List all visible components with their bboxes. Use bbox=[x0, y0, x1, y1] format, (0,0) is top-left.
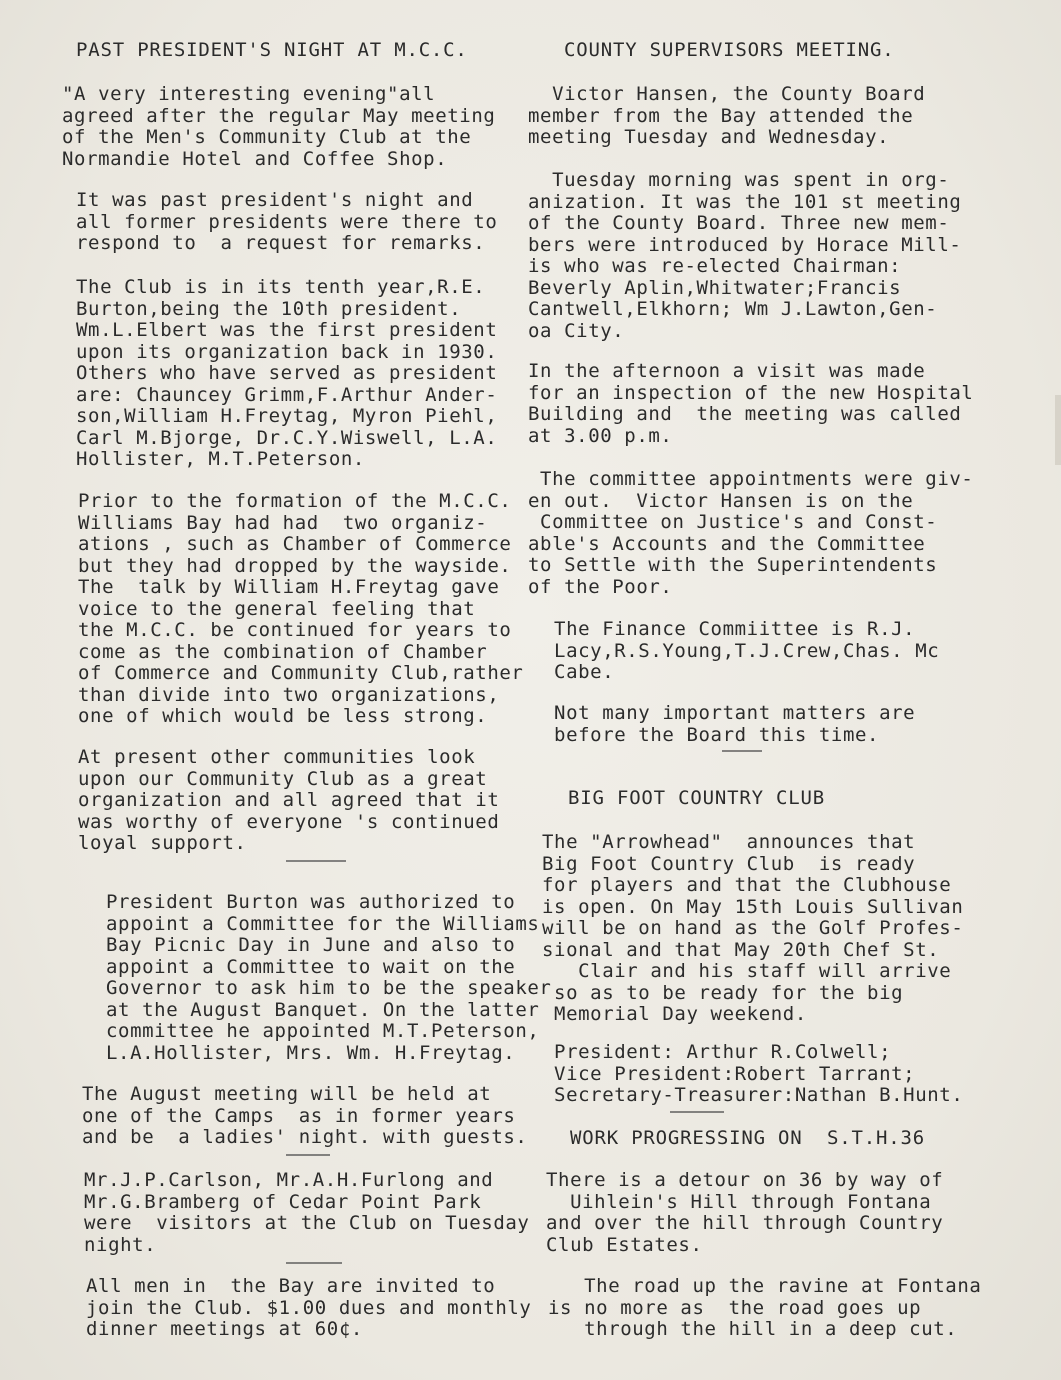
text-line: Building and the meeting was called bbox=[528, 403, 962, 425]
text-line: was worthy of everyone 's continued bbox=[78, 810, 500, 833]
text-line: There is a detour on 36 by way of bbox=[546, 1169, 944, 1191]
text-line: of the Men's Community Club at the bbox=[62, 126, 472, 148]
text-line: Normandie Hotel and Coffee Shop. bbox=[62, 147, 448, 170]
text-line: at 3.00 p.m. bbox=[528, 424, 673, 447]
text-line: Williams Bay had had two organiz- bbox=[78, 511, 488, 534]
right-heading: COUNTY SUPERVISORS MEETING. bbox=[564, 39, 895, 61]
paragraph bbox=[528, 170, 961, 342]
text-line: The "Arrowhead" announces that bbox=[542, 831, 916, 853]
text-line: Secretary-Treasurer:Nathan B.Hunt. bbox=[542, 1084, 964, 1106]
text-line: Tuesday morning was spent in org- bbox=[528, 169, 950, 191]
paragraph bbox=[78, 747, 499, 855]
text-line: of the County Board. Three new mem- bbox=[528, 212, 950, 234]
text-line: organization and all agreed that it bbox=[78, 789, 500, 811]
text-line: Cantwell,Elkhorn; Wm J.Lawton,Gen- bbox=[528, 298, 938, 320]
text-line: The committee appointments were giv- bbox=[528, 468, 974, 490]
text-line: of Commerce and Community Club,rather bbox=[78, 662, 524, 684]
paragraph bbox=[84, 1170, 529, 1256]
text-line: dinner meetings at 60¢. bbox=[86, 1318, 363, 1340]
text-line: all former presidents were there to bbox=[76, 210, 498, 233]
text-line: and over the hill through Country bbox=[546, 1212, 944, 1234]
text-line: Bay Picnic Day in June and also to bbox=[106, 934, 516, 956]
text-line: Uihlein's Hill through Fontana bbox=[546, 1190, 932, 1213]
paragraph bbox=[78, 491, 523, 728]
text-line: The Finance Commiittee is R.J. bbox=[542, 618, 916, 640]
text-line: respond to a request for remarks. bbox=[76, 232, 486, 254]
text-line: The road up the ravine at Fontana bbox=[548, 1275, 982, 1297]
text-line: able's Accounts and the Committee bbox=[528, 532, 926, 555]
text-line: The August meeting will be held at bbox=[82, 1083, 492, 1105]
text-line: Clair and his staff will arrive bbox=[542, 960, 952, 982]
text-line: Lacy,R.S.Young,T.J.Crew,Chas. Mc bbox=[542, 639, 940, 662]
text-line: agreed after the regular May meeting bbox=[62, 104, 496, 127]
divider bbox=[286, 860, 346, 862]
text-line: appoint a Committee to wait on the bbox=[106, 955, 516, 978]
text-line: "A very interesting evening"all bbox=[62, 83, 436, 105]
left-heading: PAST PRESIDENT'S NIGHT AT M.C.C. bbox=[76, 39, 468, 61]
paragraph bbox=[82, 1084, 527, 1149]
text-line: committee he appointed M.T.Peterson, bbox=[106, 1020, 540, 1042]
text-line: President: Arthur R.Colwell; bbox=[542, 1041, 892, 1063]
text-line: one of the Camps as in former years bbox=[82, 1104, 516, 1127]
text-line: through the hill in a deep cut. bbox=[548, 1318, 958, 1340]
text-line: upon its organization back in 1930. bbox=[76, 340, 498, 363]
text-line: night. bbox=[84, 1233, 157, 1256]
text-line: one of which would be less strong. bbox=[78, 705, 488, 727]
divider bbox=[722, 750, 762, 752]
paragraph bbox=[528, 84, 925, 149]
paragraph bbox=[76, 190, 497, 255]
text-line: for an inspection of the new Hospital bbox=[528, 381, 974, 404]
text-line: Governor to ask him to be the speaker bbox=[106, 977, 552, 999]
paragraph bbox=[62, 84, 495, 170]
text-line: ations , such as Chamber of Commerce bbox=[78, 533, 512, 555]
text-line: Burton,being the 10th president. bbox=[76, 297, 462, 320]
text-line: Big Foot Country Club is ready bbox=[542, 852, 916, 875]
paragraph bbox=[546, 1170, 943, 1256]
text-line: voice to the general feeling that bbox=[78, 597, 476, 620]
divider bbox=[670, 1111, 724, 1113]
paragraph bbox=[542, 832, 963, 1026]
text-line: are: Chauncey Grimm,F.Arthur Ander- bbox=[76, 383, 498, 406]
text-line: Vice President:Robert Tarrant; bbox=[542, 1062, 916, 1085]
text-line: appoint a Committee for the Williams bbox=[106, 912, 540, 935]
text-line: The talk by William H.Freytag gave bbox=[78, 576, 500, 598]
text-line: Prior to the formation of the M.C.C. bbox=[78, 490, 512, 512]
paragraph bbox=[76, 277, 497, 471]
text-line: than divide into two organizations, bbox=[78, 683, 500, 706]
text-line: Wm.L.Elbert was the first president bbox=[76, 319, 498, 341]
text-line: en out. Victor Hansen is on the bbox=[528, 489, 914, 512]
text-line: loyal support. bbox=[78, 832, 247, 854]
text-line: member from the Bay attended the bbox=[528, 104, 914, 127]
subheading: WORK PROGRESSING ON S.T.H.36 bbox=[570, 1127, 925, 1149]
text-line: at the August Banquet. On the latter bbox=[106, 998, 540, 1021]
paragraph bbox=[548, 1276, 981, 1341]
text-line: meeting Tuesday and Wednesday. bbox=[528, 126, 890, 148]
paragraph bbox=[542, 703, 915, 746]
text-line: come as the combination of Chamber bbox=[78, 640, 488, 663]
text-line: President Burton was authorized to bbox=[106, 891, 516, 913]
text-line: Victor Hansen, the County Board bbox=[528, 83, 926, 105]
paragraph bbox=[86, 1276, 531, 1341]
text-line: before the Board this time. bbox=[542, 723, 880, 746]
text-line: bers were introduced by Horace Mill- bbox=[528, 233, 962, 256]
text-line: Mr.J.P.Carlson, Mr.A.H.Furlong and bbox=[84, 1169, 494, 1191]
text-line: In the afternoon a visit was made bbox=[528, 360, 926, 382]
divider bbox=[286, 1262, 342, 1264]
text-line: but they had dropped by the wayside. bbox=[78, 554, 512, 577]
text-line: so as to be ready for the big bbox=[542, 981, 904, 1004]
paragraph bbox=[106, 892, 551, 1064]
text-line: All men in the Bay are invited to bbox=[86, 1275, 496, 1297]
text-line: L.A.Hollister, Mrs. Wm. H.Freytag. bbox=[106, 1041, 516, 1064]
text-line: Carl M.Bjorge, Dr.C.Y.Wiswell, L.A. bbox=[76, 426, 498, 449]
text-line: Club Estates. bbox=[546, 1233, 703, 1256]
page-edge-shadow bbox=[1055, 395, 1061, 465]
paragraph bbox=[528, 469, 973, 598]
text-line: Others who have served as president bbox=[76, 362, 498, 384]
text-line: for players and that the Clubhouse bbox=[542, 874, 952, 896]
paragraph bbox=[542, 1042, 963, 1107]
text-line: Committee on Justice's and Const- bbox=[528, 511, 938, 533]
text-line: the M.C.C. be continued for years to bbox=[78, 619, 512, 641]
text-line: anization. It was the 101 st meeting bbox=[528, 190, 962, 213]
text-line: Cabe. bbox=[542, 661, 615, 683]
divider bbox=[286, 1154, 330, 1156]
text-line: and be a ladies' night. with guests. bbox=[82, 1126, 528, 1148]
text-line: upon our Community Club as a great bbox=[78, 767, 488, 790]
text-line: Beverly Aplin,Whitwater;Francis bbox=[528, 276, 902, 299]
text-line: It was past president's night and bbox=[76, 189, 474, 211]
text-line: is no more as the road goes up bbox=[548, 1296, 922, 1319]
text-line: join the Club. $1.00 dues and monthly bbox=[86, 1296, 532, 1319]
paragraph bbox=[528, 361, 973, 447]
subheading: BIG FOOT COUNTRY CLUB bbox=[568, 787, 826, 809]
text-line: is who was re-elected Chairman: bbox=[528, 255, 902, 277]
text-line: son,William H.Freytag, Myron Piehl, bbox=[76, 405, 498, 427]
text-line: Not many important matters are bbox=[542, 702, 916, 724]
text-line: will be on hand as the Golf Profes- bbox=[542, 917, 964, 939]
text-line: Mr.G.Bramberg of Cedar Point Park bbox=[84, 1190, 482, 1213]
text-line: Hollister, M.T.Peterson. bbox=[76, 448, 365, 470]
text-line: sional and that May 20th Chef St. bbox=[542, 938, 940, 961]
text-line: oa City. bbox=[528, 319, 625, 342]
text-line: At present other communities look bbox=[78, 746, 476, 768]
text-line: is open. On May 15th Louis Sullivan bbox=[542, 895, 964, 918]
text-line: to Settle with the Superintendents bbox=[528, 554, 938, 576]
text-line: of the Poor. bbox=[528, 575, 673, 598]
text-line: were visitors at the Club on Tuesday bbox=[84, 1212, 530, 1234]
paragraph bbox=[542, 619, 939, 684]
text-line: The Club is in its tenth year,R.E. bbox=[76, 276, 486, 298]
text-line: Memorial Day weekend. bbox=[542, 1003, 807, 1025]
